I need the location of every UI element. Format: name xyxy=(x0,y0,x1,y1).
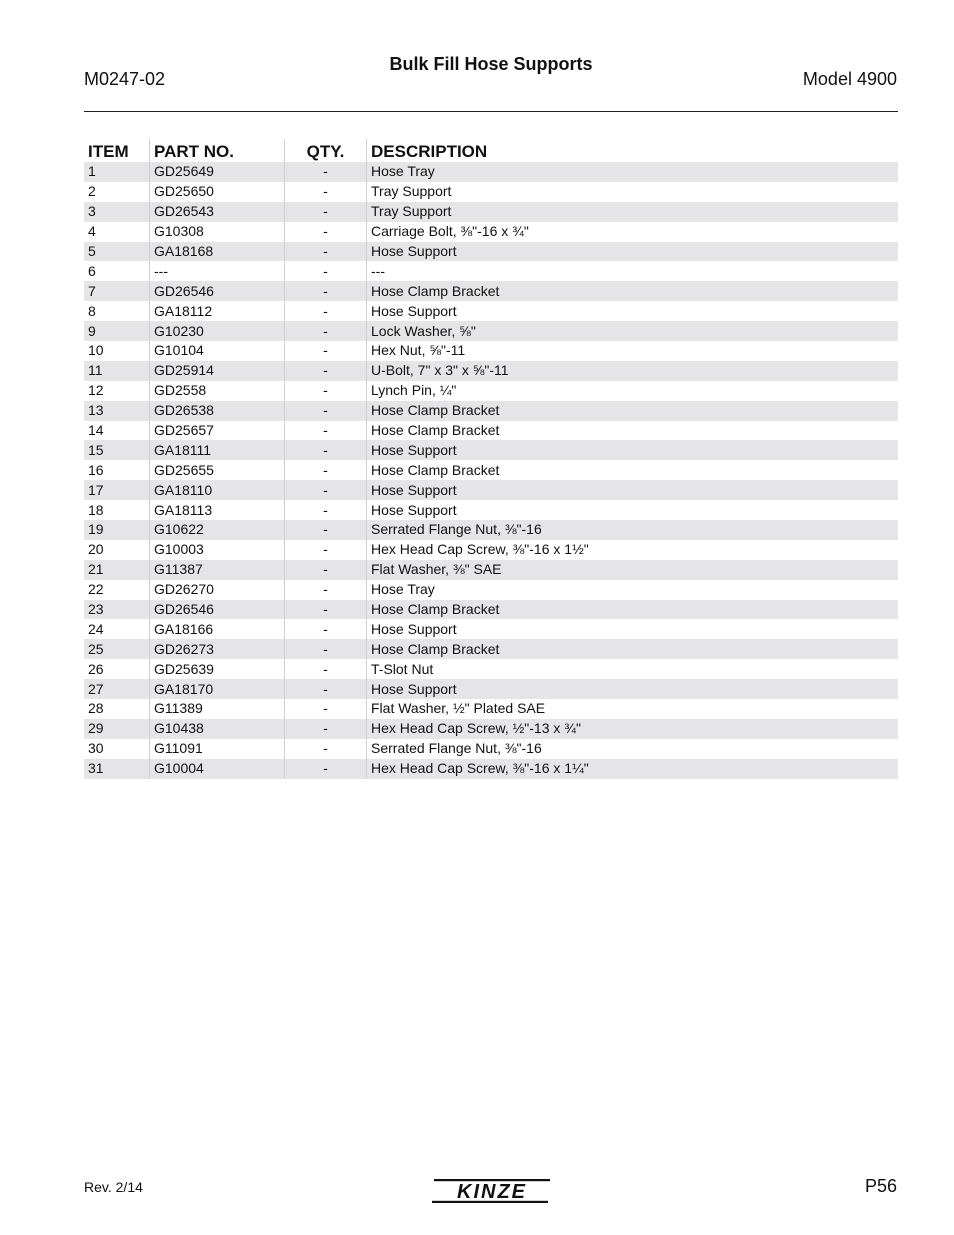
description-cell: Hose Clamp Bracket xyxy=(367,460,899,480)
table-row xyxy=(84,460,898,480)
table-row xyxy=(84,321,898,341)
quantity-cell: - xyxy=(285,202,367,222)
part-number-cell: GA18112 xyxy=(150,301,285,321)
item-cell: 24 xyxy=(88,620,104,637)
description-cell: Flat Washer, ⅜" SAE xyxy=(367,560,899,580)
description-cell: Flat Washer, ½" Plated SAE xyxy=(367,699,899,719)
item-cell: 19 xyxy=(84,520,150,540)
header-divider xyxy=(84,111,898,112)
quantity-cell: - xyxy=(285,401,367,421)
quantity-cell: - xyxy=(285,440,367,460)
description-cell: Hose Support xyxy=(367,500,899,520)
part-number-cell: GD26546 xyxy=(150,600,285,620)
description-cell: Hose Support xyxy=(367,480,899,500)
quantity-cell: - xyxy=(285,659,367,679)
part-number-cell: GA18168 xyxy=(150,242,285,262)
part-number-cell: GA18110 xyxy=(150,480,285,500)
quantity-cell: - xyxy=(285,321,367,341)
quantity-cell: - xyxy=(285,182,367,202)
quantity-cell: - xyxy=(285,480,367,500)
description-cell: Hose Clamp Bracket xyxy=(367,401,899,421)
description-cell: T-Slot Nut xyxy=(367,659,899,679)
description-cell: Hose Support xyxy=(367,301,899,321)
table-row xyxy=(84,679,898,699)
page-title-text: Bulk Fill Hose Supports xyxy=(389,54,593,74)
description-cell: U-Bolt, 7" x 3" x ⅝"-11 xyxy=(367,361,899,381)
description-cell: Hose Clamp Bracket xyxy=(367,600,899,620)
quantity-cell: - xyxy=(285,719,367,739)
description-cell: Hose Clamp Bracket xyxy=(367,281,899,301)
part-number-cell: G10438 xyxy=(150,719,285,739)
item-cell: 28 xyxy=(88,700,104,717)
table-row xyxy=(84,421,898,441)
quantity-cell: - xyxy=(285,421,367,441)
quantity-cell: - xyxy=(285,639,367,659)
table-row xyxy=(84,480,898,500)
description-cell: Hose Support xyxy=(367,242,899,262)
item-cell: 20 xyxy=(88,541,104,558)
table-row xyxy=(84,202,898,222)
part-number-cell: GD25914 xyxy=(150,361,285,381)
part-number-cell: G10104 xyxy=(150,341,285,361)
part-number-cell: G10003 xyxy=(150,540,285,560)
item-cell: 1 xyxy=(84,162,150,182)
table-row xyxy=(84,361,898,381)
table-row xyxy=(84,600,898,620)
part-number-cell: GD26538 xyxy=(150,401,285,421)
table-row xyxy=(84,520,898,540)
table-row xyxy=(84,301,898,321)
item-cell: 3 xyxy=(84,202,150,222)
part-number-cell: G10622 xyxy=(150,520,285,540)
table-row xyxy=(84,699,898,719)
item-cell: 15 xyxy=(84,440,150,460)
item-cell: 17 xyxy=(84,480,150,500)
description-cell: Serrated Flange Nut, ⅜"-16 xyxy=(367,739,899,759)
quantity-cell: - xyxy=(285,381,367,401)
part-number-cell: G11387 xyxy=(150,560,285,580)
description-cell: Tray Support xyxy=(367,202,899,222)
kinze-logo xyxy=(432,1176,552,1206)
part-number-cell: GD25639 xyxy=(150,659,285,679)
part-number-cell: GD26546 xyxy=(150,281,285,301)
description-cell: Hex Head Cap Screw, ½"-13 x ¾" xyxy=(367,719,899,739)
table-row xyxy=(84,341,898,361)
table-row xyxy=(84,659,898,679)
item-cell: 21 xyxy=(84,560,150,580)
part-number-cell: GA18111 xyxy=(150,440,285,460)
part-number-cell: GD26270 xyxy=(150,580,285,600)
table-row xyxy=(84,281,898,301)
part-number-cell: GD25657 xyxy=(150,421,285,441)
description-cell: Lynch Pin, ¼" xyxy=(367,381,899,401)
description-cell: Hose Clamp Bracket xyxy=(367,639,899,659)
table-row xyxy=(84,440,898,460)
document-number: M0247-02 xyxy=(84,69,166,89)
description-cell: Hex Nut, ⅝"-11 xyxy=(367,341,899,361)
part-number-cell: GD25649 xyxy=(150,162,285,182)
description-cell: Carriage Bolt, ⅜"-16 x ¾" xyxy=(367,222,899,242)
part-number-cell: GA18170 xyxy=(150,679,285,699)
part-number-cell: --- xyxy=(150,261,285,281)
description-cell: Hose Tray xyxy=(367,580,899,600)
column-header-description: DESCRIPTION xyxy=(367,139,899,162)
part-number-cell: GA18113 xyxy=(150,500,285,520)
table-header-row xyxy=(84,139,898,162)
kinze-logo-text: KINZE xyxy=(457,1181,527,1203)
table-row xyxy=(84,739,898,759)
item-cell: 8 xyxy=(88,302,96,319)
description-cell: Lock Washer, ⅝" xyxy=(367,321,899,341)
description-cell: --- xyxy=(367,261,899,281)
quantity-cell: - xyxy=(285,520,367,540)
item-cell: 6 xyxy=(88,262,96,279)
item-cell: 30 xyxy=(88,740,104,757)
item-cell: 5 xyxy=(84,242,150,262)
table-row xyxy=(84,222,898,242)
quantity-cell: - xyxy=(285,739,367,759)
item-cell: 31 xyxy=(84,759,150,779)
part-number-cell: G10004 xyxy=(150,759,285,779)
quantity-cell: - xyxy=(285,619,367,639)
description-cell: Hose Tray xyxy=(367,162,899,182)
item-cell: 26 xyxy=(88,660,104,677)
item-cell: 22 xyxy=(88,581,104,598)
quantity-cell: - xyxy=(285,500,367,520)
description-cell: Hose Support xyxy=(367,679,899,699)
table-row xyxy=(84,162,898,182)
description-cell: Serrated Flange Nut, ⅜"-16 xyxy=(367,520,899,540)
part-number-cell: G11091 xyxy=(150,739,285,759)
table-row xyxy=(84,401,898,421)
description-cell: Hose Support xyxy=(367,440,899,460)
revision-label: Rev. 2/14 xyxy=(84,1179,143,1195)
column-header-item: ITEM xyxy=(88,142,129,161)
description-cell: Hex Head Cap Screw, ⅜"-16 x 1½" xyxy=(367,540,899,560)
column-header-part-no: PART NO. xyxy=(150,139,285,162)
quantity-cell: - xyxy=(285,560,367,580)
part-number-cell: G11389 xyxy=(150,699,285,719)
item-cell: 12 xyxy=(88,382,104,399)
table-row xyxy=(84,560,898,580)
quantity-cell: - xyxy=(285,759,367,779)
page-number: P56 xyxy=(864,1176,897,1196)
table-row xyxy=(84,261,898,281)
description-cell: Tray Support xyxy=(367,182,899,202)
quantity-cell: - xyxy=(285,600,367,620)
quantity-cell: - xyxy=(285,222,367,242)
column-header-qty: QTY. xyxy=(285,139,367,162)
quantity-cell: - xyxy=(285,361,367,381)
item-cell: 25 xyxy=(84,639,150,659)
quantity-cell: - xyxy=(285,162,367,182)
quantity-cell: - xyxy=(285,679,367,699)
item-cell: 7 xyxy=(84,281,150,301)
quantity-cell: - xyxy=(285,540,367,560)
table-row xyxy=(84,639,898,659)
parts-table xyxy=(84,139,898,779)
part-number-cell: G10230 xyxy=(150,321,285,341)
parts-table-body xyxy=(84,162,898,779)
item-cell: 14 xyxy=(88,422,104,439)
table-row xyxy=(84,619,898,639)
item-cell: 23 xyxy=(84,600,150,620)
part-number-cell: G10308 xyxy=(150,222,285,242)
quantity-cell: - xyxy=(285,301,367,321)
table-row xyxy=(84,182,898,202)
part-number-cell: GD25650 xyxy=(150,182,285,202)
item-cell: 27 xyxy=(84,679,150,699)
table-row xyxy=(84,759,898,779)
item-cell: 11 xyxy=(84,361,150,381)
table-row xyxy=(84,580,898,600)
item-cell: 10 xyxy=(88,342,104,359)
item-cell: 16 xyxy=(88,461,104,478)
item-cell: 9 xyxy=(84,321,150,341)
table-row xyxy=(84,540,898,560)
quantity-cell: - xyxy=(285,261,367,281)
part-number-cell: GD25655 xyxy=(150,460,285,480)
table-row xyxy=(84,719,898,739)
table-row xyxy=(84,242,898,262)
description-cell: Hex Head Cap Screw, ⅜"-16 x 1¼" xyxy=(367,759,899,779)
table-row xyxy=(84,381,898,401)
item-cell: 2 xyxy=(88,183,96,200)
description-cell: Hose Clamp Bracket xyxy=(367,421,899,441)
part-number-cell: GD26543 xyxy=(150,202,285,222)
quantity-cell: - xyxy=(285,281,367,301)
item-cell: 18 xyxy=(88,501,104,518)
quantity-cell: - xyxy=(285,242,367,262)
quantity-cell: - xyxy=(285,460,367,480)
part-number-cell: GD2558 xyxy=(150,381,285,401)
quantity-cell: - xyxy=(285,699,367,719)
quantity-cell: - xyxy=(285,580,367,600)
item-cell: 29 xyxy=(84,719,150,739)
quantity-cell: - xyxy=(285,341,367,361)
part-number-cell: GA18166 xyxy=(150,619,285,639)
item-cell: 4 xyxy=(88,223,96,240)
description-cell: Hose Support xyxy=(367,619,899,639)
item-cell: 13 xyxy=(84,401,150,421)
model-label: Model 4900 xyxy=(802,69,897,89)
table-row xyxy=(84,500,898,520)
part-number-cell: GD26273 xyxy=(150,639,285,659)
